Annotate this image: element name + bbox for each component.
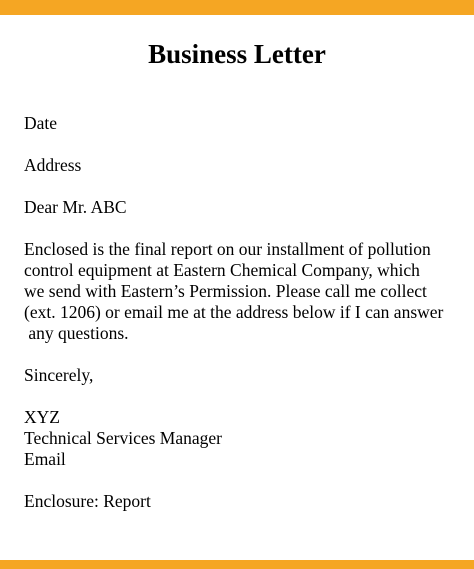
spacer (24, 344, 464, 365)
spacer (24, 134, 464, 155)
spacer (24, 470, 464, 491)
letter-body-line: Enclosed is the final report on our installment of pollution (24, 239, 431, 259)
spacer (24, 386, 464, 407)
spacer (24, 218, 464, 239)
signature-name: XYZ (24, 407, 60, 427)
letter-body-line: we send with Eastern’s Permission. Please call me collect (24, 281, 427, 301)
signature-email: Email (24, 449, 66, 469)
letter-closing: Sincerely, (24, 365, 94, 385)
letter-salutation: Dear Mr. ABC (24, 197, 127, 217)
letter-body-line: control equipment at Eastern Chemical Company, which (24, 260, 420, 280)
letter-body-line: any questions. (24, 323, 129, 343)
letter-body (24, 113, 464, 512)
page-title: Business Letter (148, 39, 326, 69)
spacer (24, 176, 464, 197)
signature-title: Technical Services Manager (24, 428, 222, 448)
letter-address: Address (24, 155, 82, 175)
letter-body-line: (ext. 1206) or email me at the address below if I can answer (24, 302, 444, 322)
letter-date: Date (24, 113, 58, 133)
letter-enclosure: Enclosure: Report (24, 491, 151, 511)
bottom-border (0, 560, 474, 569)
top-border (0, 0, 474, 15)
